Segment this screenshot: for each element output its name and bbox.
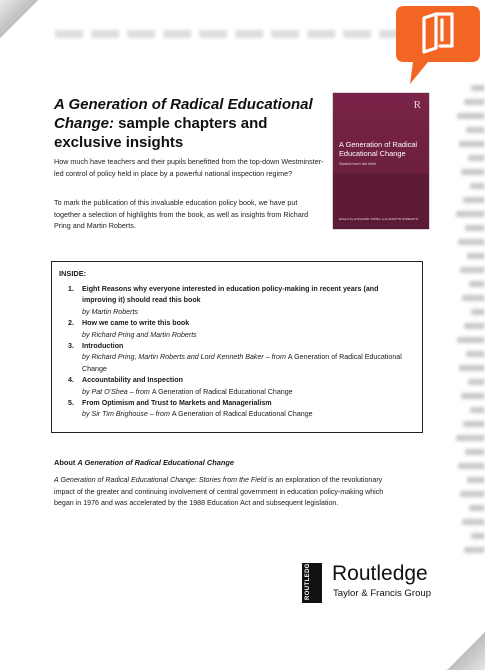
cover-band [333,174,429,216]
item-author: by Martin Roberts [82,307,138,316]
blurred-line [464,323,485,329]
item-number: 1. [68,285,74,293]
title-rest: sample chapters and exclusive insights [54,115,268,151]
blurred-line [459,365,485,371]
blurred-line [466,351,485,357]
item-source-book: A Generation of Radical Educational Change [82,353,402,373]
item-title: How we came to write this book [82,319,190,328]
item-number: 4. [68,376,74,385]
about-heading-title: A Generation of Radical Educational Change [77,458,235,467]
blurred-line [467,477,485,483]
cover-publisher-mark: R [413,99,421,111]
blurred-line [464,99,485,105]
blurred-side-text [450,85,485,565]
blurred-line [469,281,485,287]
inside-list [68,284,413,421]
blurred-line [457,337,485,343]
blurred-line [465,449,485,455]
blurred-line [459,141,485,147]
book-cover [333,93,429,229]
item-source-book: A Generation of Radical Educational Change [151,387,293,396]
blurred-line [463,197,485,203]
item-number: 5. [68,399,74,408]
list-item [68,375,413,398]
document-flip-icon[interactable] [380,0,485,90]
list-item [68,341,413,375]
blurred-line [464,547,485,553]
blurred-background-text [55,30,405,38]
blurred-line [471,309,485,315]
blurred-line [456,211,485,217]
about-description: is an exploration of the revolutionary impact of the greater and continuing involvement of central government in education policy-making which began in 1976 and was accelerated by the 1988 Education Act and subsequent legislation. [54,476,384,508]
item-title: From Optimism and Trust to Markets and Managerialism [82,399,272,408]
document-title [54,95,319,152]
blurred-line [456,435,485,441]
blurred-line [470,407,485,413]
inside-heading: INSIDE: [59,269,87,278]
blurred-line [458,463,485,469]
inside-box [51,261,423,433]
blurred-line [462,295,485,301]
about-paragraph [54,475,399,510]
item-author [82,387,413,398]
about-heading [54,458,234,467]
blurred-line [465,225,485,231]
blurred-line [460,267,485,273]
item-author-text: by Pat O’Shea – from [82,387,150,396]
item-title: Eight Reasons why everyone interested in education policy-making in recent years (and improving it) should read this book [82,285,379,305]
blurred-line [468,155,485,161]
item-title: Introduction [82,342,124,351]
blurred-line [467,253,485,259]
blurred-line [461,393,485,399]
item-number: 2. [68,319,74,328]
blurred-line [468,379,485,385]
about-book-title: A Generation of Radical Educational Change: Stories from the Field [54,476,267,484]
blurred-line [457,113,485,119]
item-source-book: A Generation of Radical Educational Change [171,410,313,419]
blurred-line [470,183,485,189]
intro-paragraph-1: How much have teachers and their pupils benefitted from the top-down Westminster-led control of policy held in place by a powerful national inspection regime? [54,157,324,178]
blurred-line [460,491,485,497]
page-curl-bottom-right[interactable] [447,632,485,670]
intro-paragraph-2: To mark the publication of this invaluable education policy book, we have put together a selection of highlights from the book, as well as insights from Richard Pring and Martin Roberts. [54,198,309,231]
item-title: Accountability and Inspection [82,376,183,385]
item-author-text: by Richard Pring, Martin Roberts and Lord Kenneth Baker – from [82,353,286,362]
item-number: 3. [68,342,74,351]
list-item [68,284,413,318]
blurred-line [461,169,485,175]
routledge-logo-mark [302,558,322,603]
blurred-line [469,505,485,511]
page-curl-top-left[interactable] [0,0,38,38]
blurred-line [462,519,485,525]
publisher-name: Routledge [332,562,428,585]
badge-bubble [396,6,480,84]
item-author: by Richard Pring and Martin Roberts [82,330,197,339]
list-item [68,398,413,421]
cover-subtitle: Stories from the field [339,161,376,166]
item-author [82,409,413,420]
publisher-group: Taylor & Francis Group [333,588,432,599]
item-author [82,352,413,375]
title-italic: A Generation of Radical Educational Change: [54,96,313,132]
list-item [68,318,413,341]
item-author-text: by Sir Tim Brighouse – from [82,410,170,419]
routledge-logo-word: ROUTLEDGE [305,558,311,600]
cover-title: A Generation of Radical Educational Change [339,140,418,158]
blurred-line [458,239,485,245]
blurred-line [471,533,485,539]
cover-editors: Edited by RICHARD PRING and MARTIN ROBERTS [339,217,419,221]
blurred-line [466,127,485,133]
blurred-line [463,421,485,427]
about-heading-prefix: About [54,458,76,467]
